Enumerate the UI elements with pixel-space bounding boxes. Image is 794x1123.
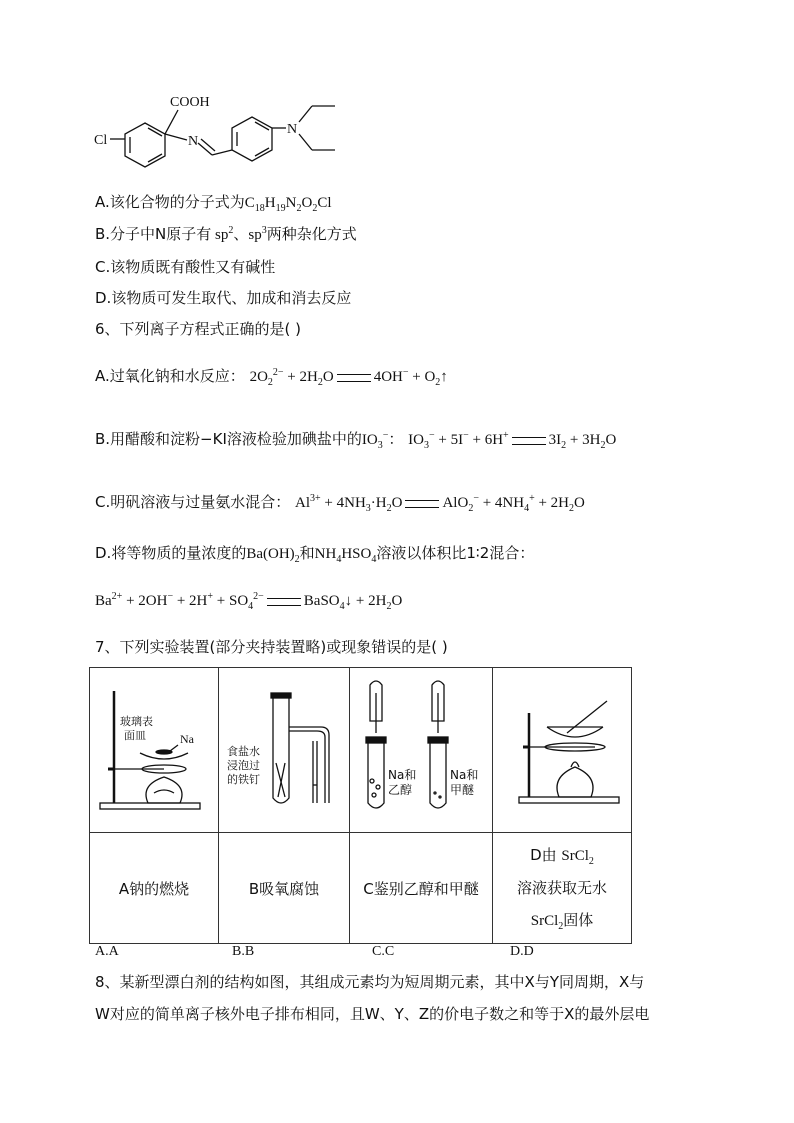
burning-sodium-apparatus-image — [92, 673, 216, 823]
q6-option-b — [95, 429, 616, 450]
q5-option-a-text: A.该化合物的分子式为 — [95, 193, 245, 211]
evaporation-apparatus-image — [495, 673, 629, 823]
q5-option-b — [95, 224, 357, 245]
na-ether-label-1: Na和 — [450, 768, 479, 782]
apparatus-table — [89, 667, 632, 944]
q8-line-1: 8、某新型漂白剂的结构如图，其组成元素均为短周期元素，其中X与Y同周期，X与 — [95, 973, 645, 991]
sodium-alcohol-ether-image — [352, 673, 490, 823]
na-ethanol-label-1: Na和 — [388, 768, 417, 782]
n-label-2: N — [287, 122, 298, 137]
q8-line-2: W对应的简单离子核外电子排布相同，且W、Y、Z的价电子数之和等于X的最外层电 — [95, 1005, 650, 1023]
q6-option-b-equation: $IO_3^- + 5I^- + 6H^+$ $3I_2 + 3H_2O$ — [408, 430, 617, 451]
glass-dish-label-1: 玻璃表 — [120, 715, 153, 728]
q5-option-a-formula: $C_{18}H_{19}N_2O_2Cl$ — [244, 195, 332, 214]
caption-d-line3: SrCl$_2$固体 — [530, 911, 594, 932]
q6-option-c-equation: $Al^{3+} + 4NH_3\cdot H_2O$ $AlO_2^- + 4NH_4^+ + 2H_2O$ — [295, 493, 585, 514]
q6-option-a-equation: $2O_2^{2-} + 2H_2O$ $4OH^- + O_2↑$ — [249, 367, 448, 388]
oxygen-corrosion-apparatus-image — [221, 673, 347, 823]
q7-option-c: C.C — [372, 944, 395, 959]
q5-option-b-post: 两种杂化方式 — [266, 225, 357, 243]
apparatus-b-cell — [219, 668, 350, 833]
q5-option-b-hybrid: $sp^2$、$sp^3$ — [211, 225, 267, 243]
q6-option-c-text: C.明矾溶液与过量氨水混合： — [95, 493, 291, 511]
q7-option-d: D.D — [510, 944, 534, 959]
q6-option-d-text: D.将等物质的量浓度的$Ba(OH)_2$和$NH_4HSO_4$溶液以体积比1∶2混合： — [95, 544, 535, 565]
q6-stem: 6、下列离子方程式正确的是( ) — [95, 320, 302, 338]
caption-d-line2: 溶液获取无水 — [516, 879, 607, 897]
q6-option-a — [95, 366, 448, 387]
q7-option-b: B.B — [232, 944, 255, 959]
apparatus-d-cell — [493, 668, 632, 833]
q6-option-a-text: A.过氧化钠和水反应： — [95, 367, 245, 385]
na-ether-label-2: 甲醚 — [450, 783, 475, 797]
q6-option-d — [95, 543, 534, 564]
q5-option-d: D.该物质可发生取代、加成和消去反应 — [95, 289, 352, 307]
caption-d — [493, 833, 632, 944]
q5-option-a — [95, 192, 332, 213]
cl-label: Cl — [94, 133, 108, 148]
q6-option-d-equation: $Ba^{2+} + 2OH^- + 2H^+ + SO_4^{2-}$ BaSO$_4$↓ + $2H_2O$ — [95, 591, 403, 612]
q5-option-b-text: B.分子中N原子有 — [95, 225, 212, 243]
n-label-1: N — [188, 134, 199, 149]
na-ethanol-label-2: 乙醇 — [388, 783, 413, 797]
caption-b: B吸氧腐蚀 — [219, 833, 350, 944]
sodium-label: Na — [180, 732, 194, 746]
caption-d-line1: D由 SrCl$_2$ — [530, 846, 594, 867]
cooh-label: COOH — [170, 95, 210, 110]
caption-c: C鉴别乙醇和甲醚 — [350, 833, 493, 944]
molecule-structure — [90, 88, 350, 188]
q5-option-c: C.该物质既有酸性又有碱性 — [95, 258, 276, 276]
caption-a: A钠的燃烧 — [90, 833, 219, 944]
apparatus-c-cell — [350, 668, 493, 833]
apparatus-a-cell — [90, 668, 219, 833]
q7-stem: 7、下列实验装置(部分夹持装置略)或现象错误的是( ) — [95, 638, 448, 656]
iron-nail-label-1: 食盐水 — [227, 745, 260, 758]
glass-dish-label-2: 面皿 — [124, 729, 146, 742]
q6-option-c — [95, 492, 585, 513]
iron-nail-label-2: 浸泡过 — [227, 759, 260, 772]
q7-option-a: A.A — [95, 944, 119, 959]
q6-option-b-text: B.用醋酸和淀粉−KI溶液检验加碘盐中的$IO_3^-$： — [95, 430, 404, 451]
iron-nail-label-3: 的铁钉 — [227, 773, 260, 786]
